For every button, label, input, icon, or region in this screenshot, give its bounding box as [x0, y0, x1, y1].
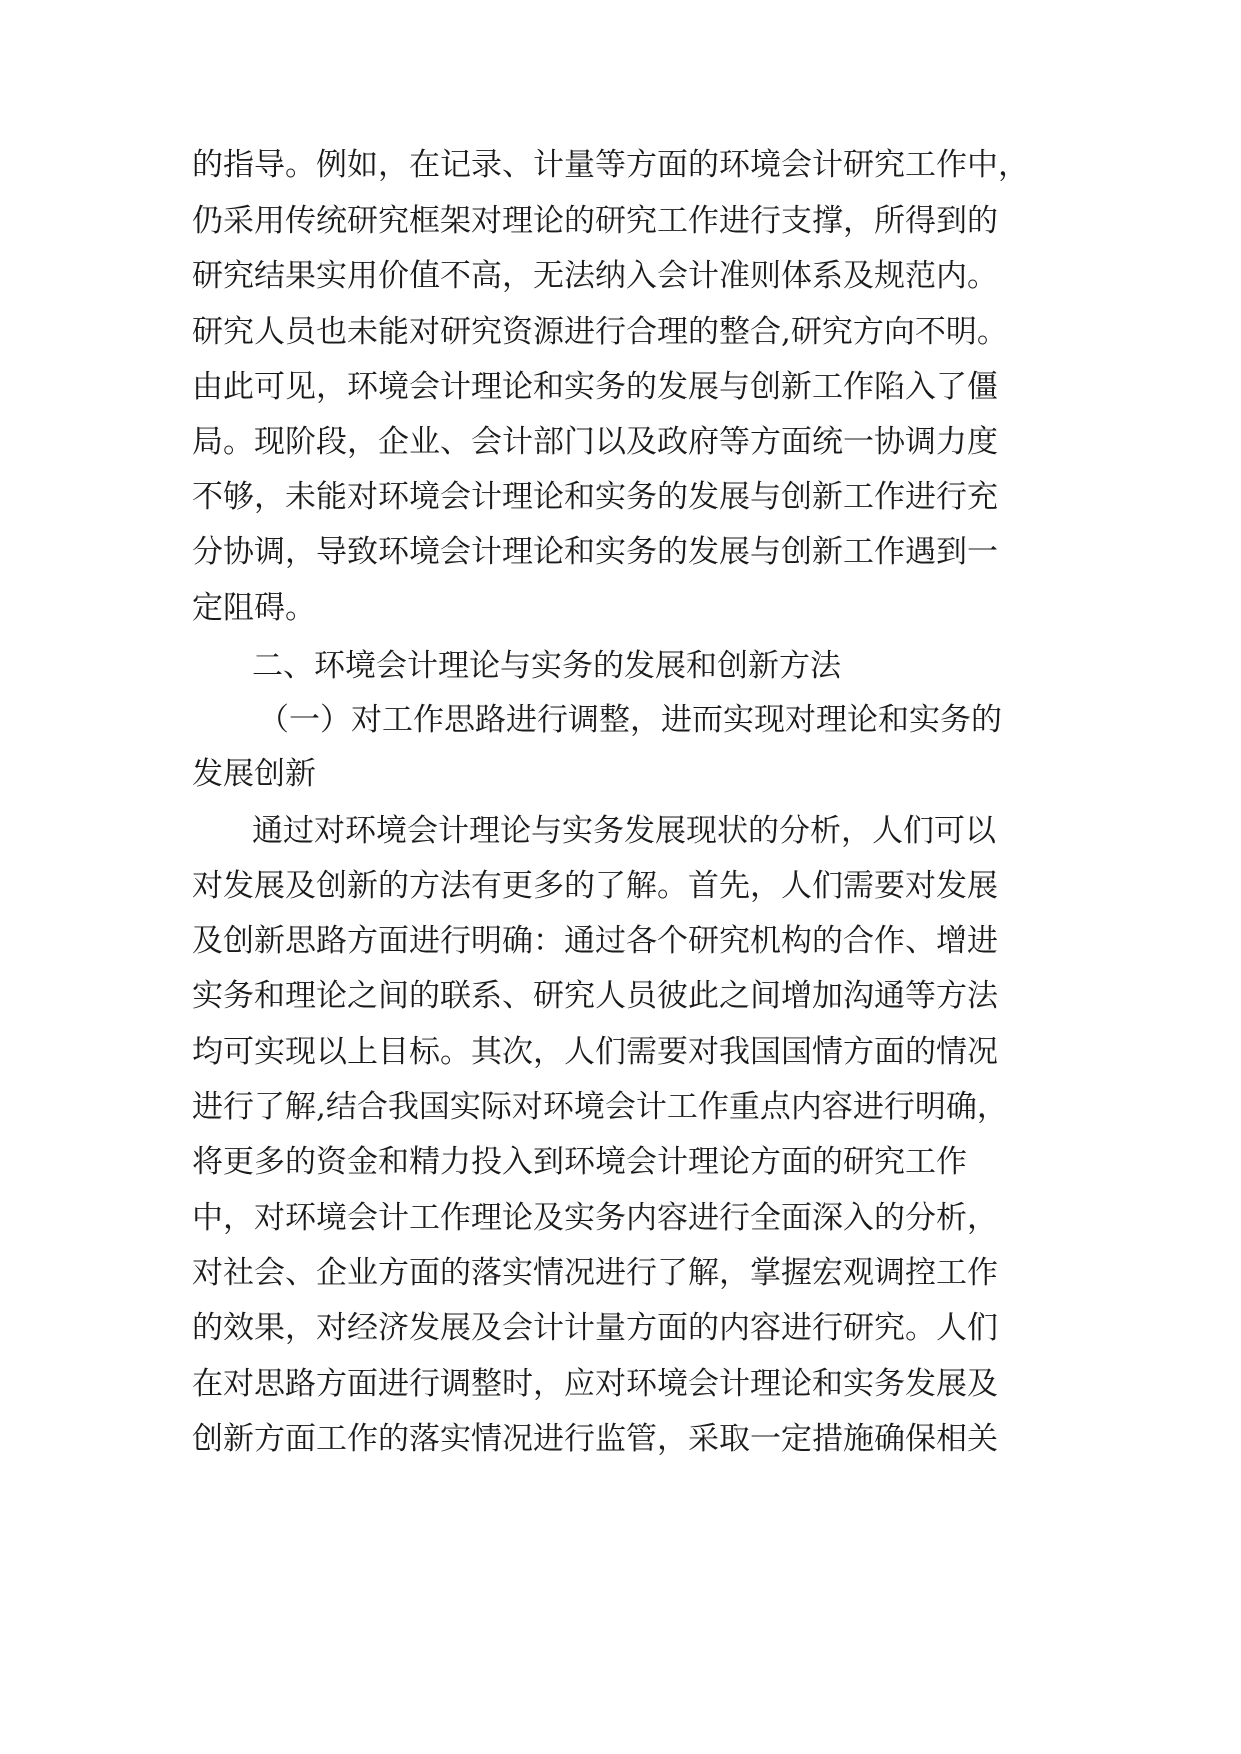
- text-line: 及创新思路方面进行明确：通过各个研究机构的合作、增进: [192, 923, 998, 959]
- text-line: 研究人员也未能对研究资源进行合理的整合,研究方向不明。: [192, 314, 1008, 350]
- text-line: 由此可见，环境会计理论和实务的发展与创新工作陷入了僵: [192, 369, 998, 405]
- text-line: 进行了解,结合我国实际对环境会计工作重点内容进行明确，: [192, 1089, 1008, 1125]
- text-line: 对社会、企业方面的落实情况进行了解，掌握宏观调控工作: [192, 1255, 998, 1291]
- subsection-heading-continued: 发展创新: [192, 756, 316, 792]
- text-line: 不够，未能对环境会计理论和实务的发展与创新工作进行充: [192, 479, 998, 515]
- text-line: 仍采用传统研究框架对理论的研究工作进行支撑，所得到的: [192, 203, 998, 239]
- text-line: 将更多的资金和精力投入到环境会计理论方面的研究工作: [192, 1144, 967, 1180]
- subsection-heading: （一）对工作思路进行调整，进而实现对理论和实务的: [258, 702, 1002, 738]
- paragraph-first-line: 通过对环境会计理论与实务发展现状的分析，人们可以: [252, 813, 996, 849]
- text-line: 的指导。例如，在记录、计量等方面的环境会计研究工作中，: [192, 147, 1029, 183]
- text-line: 对发展及创新的方法有更多的了解。首先，人们需要对发展: [192, 868, 998, 904]
- text-line: 定阻碍。: [192, 590, 316, 626]
- text-line: 实务和理论之间的联系、研究人员彼此之间增加沟通等方法: [192, 978, 998, 1014]
- text-line: 研究结果实用价值不高，无法纳入会计准则体系及规范内。: [192, 258, 998, 294]
- text-line: 在对思路方面进行调整时，应对环境会计理论和实务发展及: [192, 1366, 998, 1402]
- text-line: 局。现阶段，企业、会计部门以及政府等方面统一协调力度: [192, 424, 998, 460]
- text-line: 均可实现以上目标。其次，人们需要对我国国情方面的情况: [192, 1034, 998, 1070]
- text-line: 的效果，对经济发展及会计计量方面的内容进行研究。人们: [192, 1310, 998, 1346]
- text-line: 创新方面工作的落实情况进行监管，采取一定措施确保相关: [192, 1421, 998, 1457]
- text-line: 分协调，导致环境会计理论和实务的发展与创新工作遇到一: [192, 534, 998, 570]
- section-heading: 二、环境会计理论与实务的发展和创新方法: [252, 648, 841, 684]
- text-line: 中，对环境会计工作理论及实务内容进行全面深入的分析，: [192, 1200, 998, 1236]
